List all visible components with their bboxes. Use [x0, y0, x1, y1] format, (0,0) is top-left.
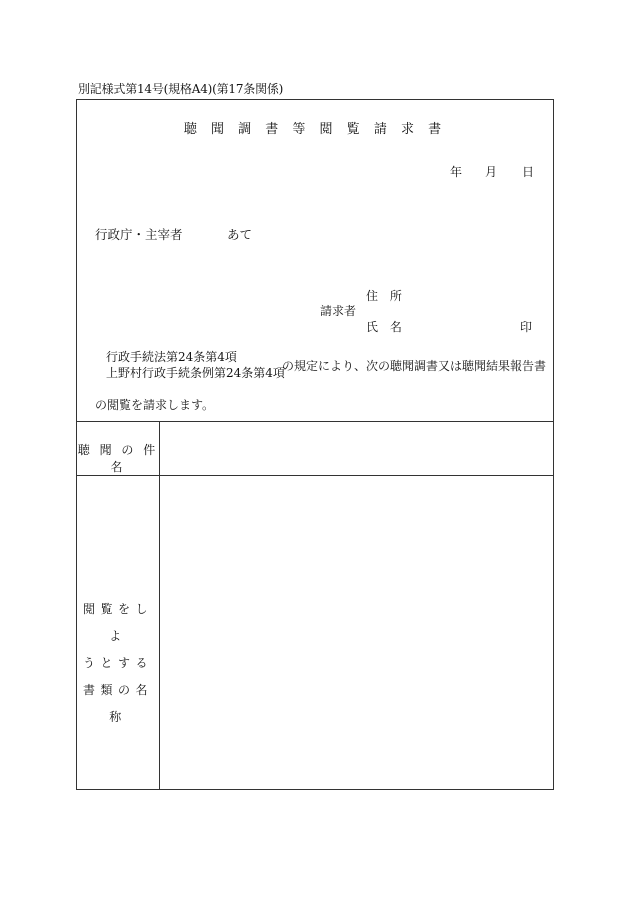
- statement-text-1: の規定により、次の聴聞調書又は聴聞結果報告書: [282, 359, 547, 373]
- statement-law-1: 行政手続法第24条第4項: [106, 350, 237, 364]
- addressee-suffix: あて: [227, 227, 253, 242]
- statement-text-2: の閲覧を請求します。: [95, 398, 215, 412]
- document-name-label-line-3: 書類の名称: [82, 683, 153, 724]
- statement-law-2: 上野村行政手続条例第24条第4項: [106, 366, 285, 380]
- table-top-rule: [77, 421, 553, 422]
- form-title: 聴 聞 調 書 等 閲 覧 請 求 書: [183, 122, 447, 137]
- request-form: [76, 99, 554, 790]
- date-year-label: 年: [450, 165, 463, 179]
- document-name-label-line-2: うとする: [82, 656, 153, 670]
- document-name-field[interactable]: [167, 485, 542, 780]
- document-name-label-line-1: 閲覧をしよ: [82, 602, 153, 643]
- subject-label: 聴 聞 の 件 名: [77, 443, 159, 474]
- form-number-label: 別記様式第14号(規格A4)(第17条関係): [78, 82, 284, 96]
- table-middle-rule: [77, 475, 553, 476]
- seal-mark: 印: [520, 320, 533, 334]
- name-label: 氏 名: [366, 320, 406, 334]
- addressee-name: 行政庁・主宰者: [95, 227, 183, 242]
- address-label: 住 所: [366, 289, 406, 303]
- document-name-label: [77, 596, 159, 731]
- date-day-label: 日: [522, 165, 535, 179]
- requester-label: 請求者: [320, 304, 357, 318]
- subject-field[interactable]: [167, 431, 542, 467]
- table-column-rule: [159, 421, 160, 790]
- date-month-label: 月: [485, 165, 498, 179]
